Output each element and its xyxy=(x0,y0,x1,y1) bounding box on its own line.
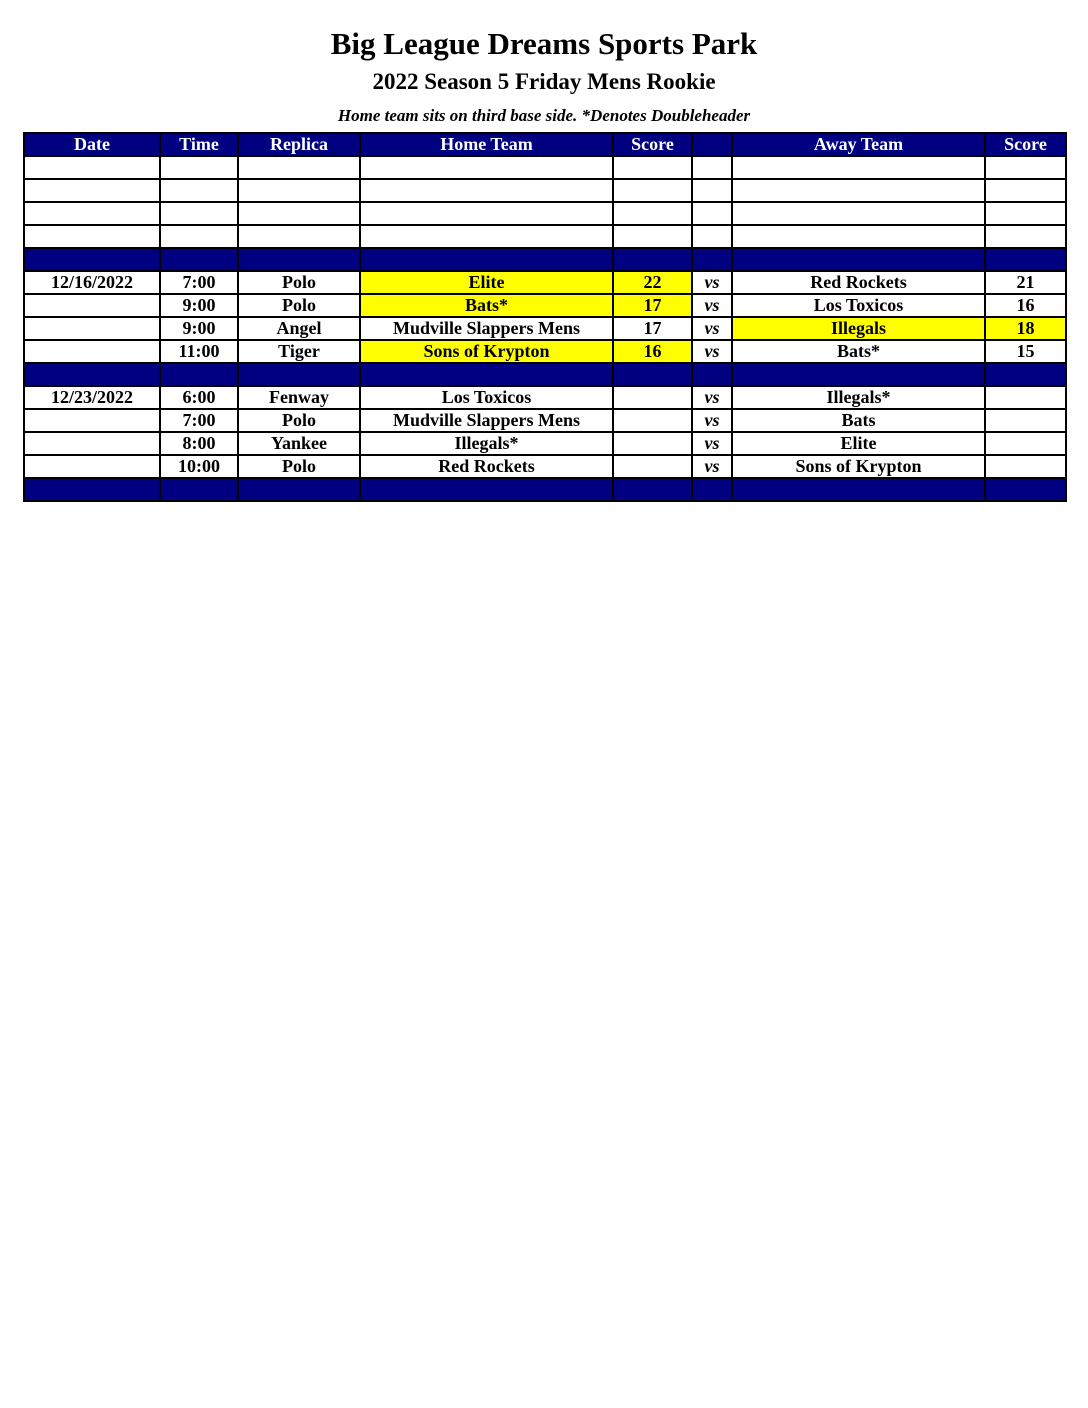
home-score-cell: 16 xyxy=(613,340,692,363)
vs-cell: vs xyxy=(692,317,732,340)
empty-row xyxy=(24,179,1066,202)
home-score-cell xyxy=(613,455,692,478)
time-cell xyxy=(160,363,238,386)
schedule-body xyxy=(24,156,1066,501)
vs-cell xyxy=(692,156,732,179)
date-cell: 12/16/2022 xyxy=(24,271,160,294)
away-score-cell xyxy=(985,432,1066,455)
time-cell: 10:00 xyxy=(160,455,238,478)
vs-cell xyxy=(692,248,732,271)
col-header-away-score: Score xyxy=(985,133,1066,156)
home-score-cell xyxy=(613,202,692,225)
col-header-time: Time xyxy=(160,133,238,156)
date-cell xyxy=(24,294,160,317)
game-row xyxy=(24,271,1066,294)
replica-cell xyxy=(238,156,360,179)
home-score-cell: 17 xyxy=(613,294,692,317)
away-score-cell xyxy=(985,363,1066,386)
col-header-home-team: Home Team xyxy=(360,133,613,156)
away-score-cell xyxy=(985,409,1066,432)
away-team-cell: Illegals xyxy=(732,317,985,340)
home-team-cell xyxy=(360,202,613,225)
time-cell xyxy=(160,179,238,202)
away-score-cell xyxy=(985,248,1066,271)
game-row xyxy=(24,386,1066,409)
vs-cell: vs xyxy=(692,386,732,409)
away-team-cell xyxy=(732,363,985,386)
page-title: Big League Dreams Sports Park xyxy=(330,26,758,61)
date-cell xyxy=(24,317,160,340)
game-row xyxy=(24,455,1066,478)
home-score-cell xyxy=(613,432,692,455)
home-team-cell xyxy=(360,363,613,386)
col-header-date: Date xyxy=(24,133,160,156)
game-row xyxy=(24,340,1066,363)
section-divider-row xyxy=(24,478,1066,501)
away-team-cell xyxy=(732,156,985,179)
vs-cell xyxy=(692,363,732,386)
date-cell xyxy=(24,156,160,179)
time-cell: 11:00 xyxy=(160,340,238,363)
date-cell xyxy=(24,432,160,455)
away-team-cell xyxy=(732,179,985,202)
home-team-cell: Mudville Slappers Mens xyxy=(360,317,613,340)
away-team-cell: Red Rockets xyxy=(732,271,985,294)
vs-cell xyxy=(692,202,732,225)
home-score-cell xyxy=(613,409,692,432)
home-team-cell xyxy=(360,179,613,202)
time-cell: 8:00 xyxy=(160,432,238,455)
game-row xyxy=(24,317,1066,340)
home-team-cell: Bats* xyxy=(360,294,613,317)
replica-cell: Polo xyxy=(238,455,360,478)
away-score-cell: 15 xyxy=(985,340,1066,363)
date-cell xyxy=(24,248,160,271)
empty-row xyxy=(24,225,1066,248)
away-score-cell: 18 xyxy=(985,317,1066,340)
time-cell xyxy=(160,478,238,501)
away-team-cell: Bats* xyxy=(732,340,985,363)
section-divider-row xyxy=(24,363,1066,386)
home-score-cell: 17 xyxy=(613,317,692,340)
home-score-cell xyxy=(613,156,692,179)
game-row xyxy=(24,432,1066,455)
vs-cell: vs xyxy=(692,455,732,478)
date-cell xyxy=(24,455,160,478)
date-cell xyxy=(24,225,160,248)
empty-row xyxy=(24,156,1066,179)
col-header-away-team: Away Team xyxy=(732,133,985,156)
away-score-cell xyxy=(985,156,1066,179)
away-team-cell: Sons of Krypton xyxy=(732,455,985,478)
vs-cell xyxy=(692,478,732,501)
vs-cell xyxy=(692,225,732,248)
vs-cell: vs xyxy=(692,432,732,455)
away-score-cell xyxy=(985,478,1066,501)
section-divider-row xyxy=(24,248,1066,271)
away-team-cell: Los Toxicos xyxy=(732,294,985,317)
home-team-cell: Elite xyxy=(360,271,613,294)
time-cell: 9:00 xyxy=(160,317,238,340)
replica-cell: Fenway xyxy=(238,386,360,409)
date-cell xyxy=(24,202,160,225)
home-score-cell xyxy=(613,179,692,202)
game-row xyxy=(24,294,1066,317)
away-score-cell xyxy=(985,179,1066,202)
away-score-cell: 21 xyxy=(985,271,1066,294)
schedule-table xyxy=(23,132,1067,502)
replica-cell: Polo xyxy=(238,294,360,317)
home-team-cell: Los Toxicos xyxy=(360,386,613,409)
away-team-cell xyxy=(732,248,985,271)
time-cell: 6:00 xyxy=(160,386,238,409)
time-cell xyxy=(160,225,238,248)
away-team-cell: Bats xyxy=(732,409,985,432)
vs-cell xyxy=(692,179,732,202)
away-score-cell: 16 xyxy=(985,294,1066,317)
vs-cell: vs xyxy=(692,340,732,363)
date-cell xyxy=(24,363,160,386)
time-cell xyxy=(160,156,238,179)
away-score-cell xyxy=(985,386,1066,409)
replica-cell: Polo xyxy=(238,409,360,432)
time-cell: 7:00 xyxy=(160,271,238,294)
date-cell: 12/23/2022 xyxy=(24,386,160,409)
replica-cell xyxy=(238,363,360,386)
replica-cell: Polo xyxy=(238,271,360,294)
time-cell xyxy=(160,248,238,271)
date-cell xyxy=(24,478,160,501)
home-team-cell: Mudville Slappers Mens xyxy=(360,409,613,432)
home-score-cell xyxy=(613,386,692,409)
date-cell xyxy=(24,340,160,363)
date-cell xyxy=(24,409,160,432)
replica-cell xyxy=(238,478,360,501)
replica-cell xyxy=(238,202,360,225)
replica-cell xyxy=(238,179,360,202)
home-score-cell xyxy=(613,478,692,501)
home-team-cell: Sons of Krypton xyxy=(360,340,613,363)
schedule-note: Home team sits on third base side. *Denotes Doubleheader xyxy=(337,106,751,125)
time-cell: 7:00 xyxy=(160,409,238,432)
replica-cell xyxy=(238,225,360,248)
date-cell xyxy=(24,179,160,202)
page-subtitle: 2022 Season 5 Friday Mens Rookie xyxy=(372,69,716,94)
home-score-cell: 22 xyxy=(613,271,692,294)
vs-cell: vs xyxy=(692,271,732,294)
away-team-cell xyxy=(732,478,985,501)
home-team-cell xyxy=(360,225,613,248)
header-row xyxy=(24,133,1066,156)
away-team-cell xyxy=(732,202,985,225)
empty-row xyxy=(24,202,1066,225)
time-cell: 9:00 xyxy=(160,294,238,317)
away-team-cell: Elite xyxy=(732,432,985,455)
away-team-cell: Illegals* xyxy=(732,386,985,409)
away-team-cell xyxy=(732,225,985,248)
game-row xyxy=(24,409,1066,432)
replica-cell: Tiger xyxy=(238,340,360,363)
replica-cell: Angel xyxy=(238,317,360,340)
vs-cell: vs xyxy=(692,294,732,317)
col-header-vs xyxy=(692,133,732,156)
replica-cell xyxy=(238,248,360,271)
away-score-cell xyxy=(985,202,1066,225)
away-score-cell xyxy=(985,455,1066,478)
home-score-cell xyxy=(613,363,692,386)
home-team-cell xyxy=(360,478,613,501)
home-team-cell xyxy=(360,156,613,179)
time-cell xyxy=(160,202,238,225)
replica-cell: Yankee xyxy=(238,432,360,455)
away-score-cell xyxy=(985,225,1066,248)
home-team-cell xyxy=(360,248,613,271)
col-header-replica: Replica xyxy=(238,133,360,156)
home-score-cell xyxy=(613,248,692,271)
col-header-home-score: Score xyxy=(613,133,692,156)
home-team-cell: Illegals* xyxy=(360,432,613,455)
home-score-cell xyxy=(613,225,692,248)
home-team-cell: Red Rockets xyxy=(360,455,613,478)
vs-cell: vs xyxy=(692,409,732,432)
